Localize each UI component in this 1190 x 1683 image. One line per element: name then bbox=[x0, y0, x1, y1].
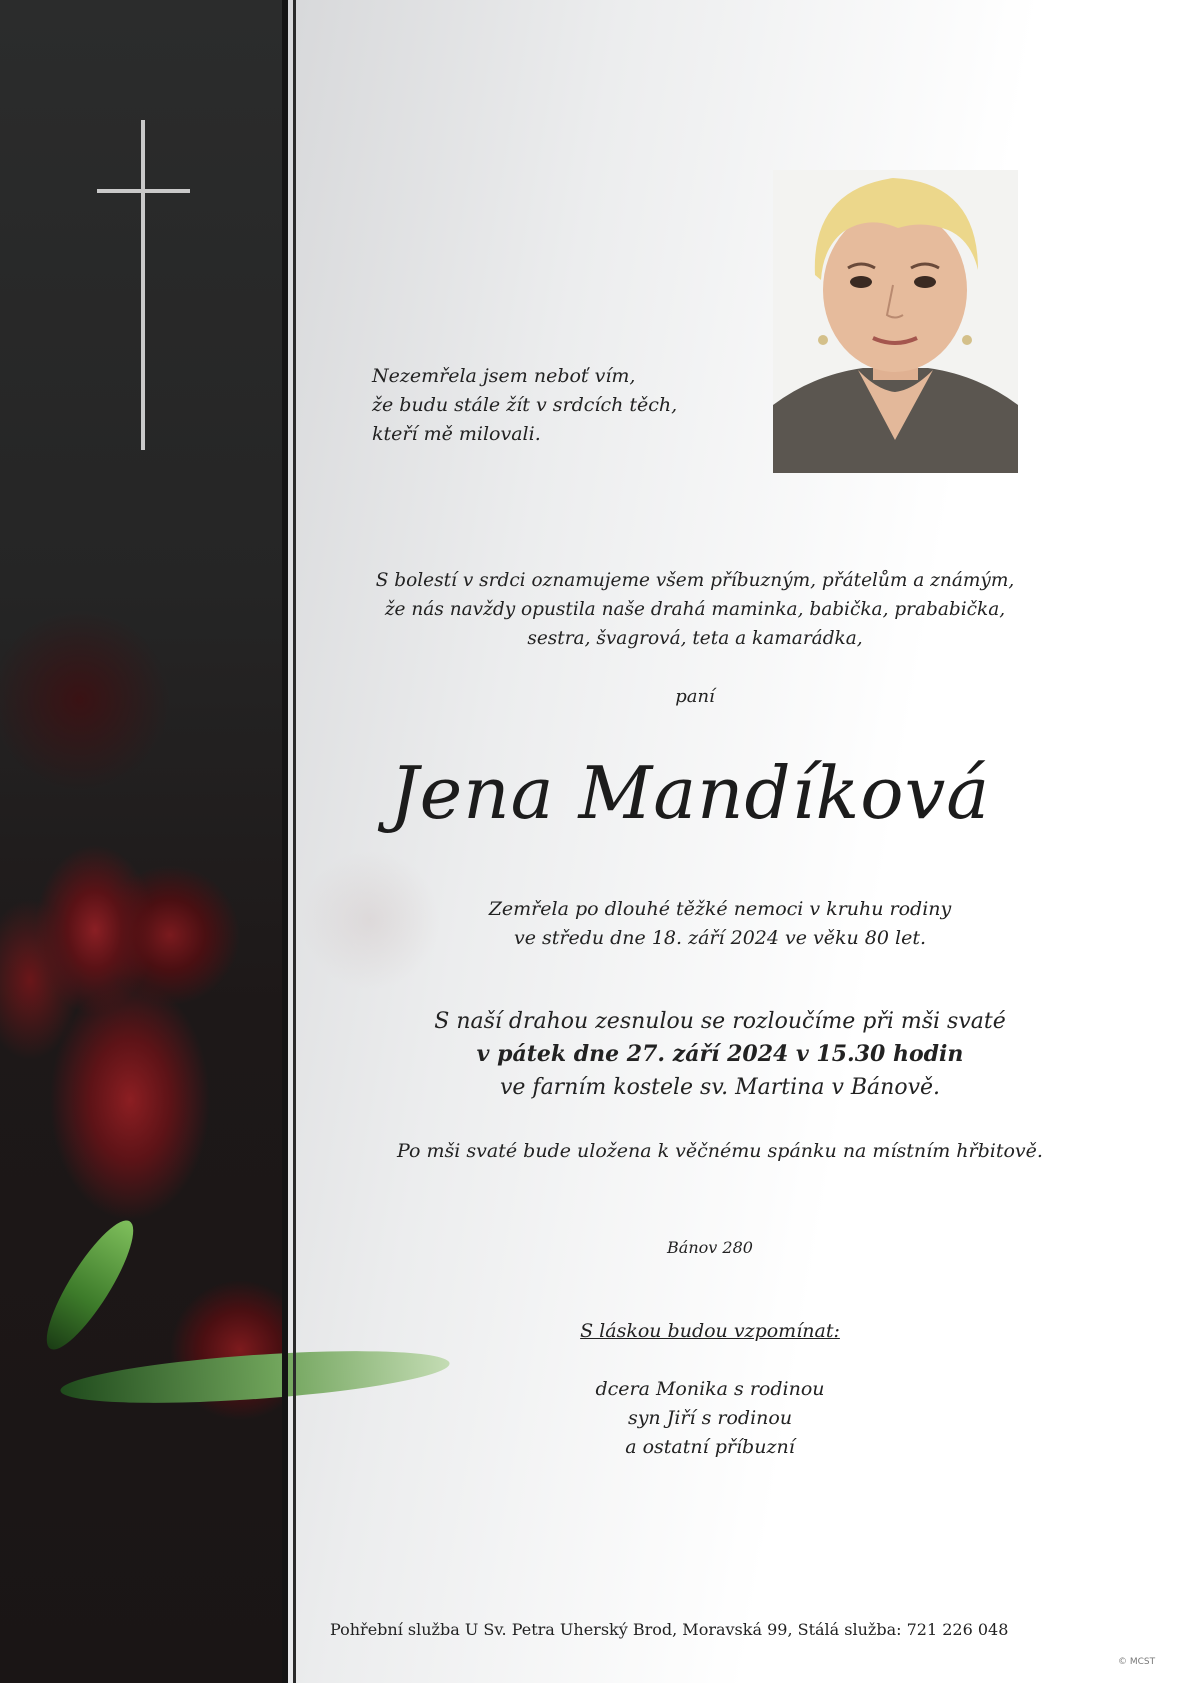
funeral-location: ve farním kostele sv. Martina v Bánově. bbox=[499, 1075, 941, 1100]
announcement-text bbox=[300, 566, 1090, 653]
announcement-line: že nás navždy opustila naše drahá maminka, babička, prababička, bbox=[384, 599, 1006, 620]
deceased-photo bbox=[773, 170, 1018, 473]
death-line: Zemřela po dlouhé těžké nemoci v kruhu rodiny bbox=[488, 898, 952, 920]
verse-quote bbox=[372, 362, 677, 449]
funeral-service-footer: Pohřební služba U Sv. Petra Uherský Brod, Moravská 99, Stálá služba: 721 226 048 bbox=[330, 1620, 1009, 1639]
burial-note: Po mši svaté bude uložena k věčnému spánku na místním hřbitově. bbox=[397, 1140, 1043, 1162]
funeral-date: v pátek dne 27. září 2024 v 15.30 hodin bbox=[476, 1041, 964, 1067]
announcement-line: S bolestí v srdci oznamujeme všem příbuzným, přátelům a známým, bbox=[375, 570, 1015, 591]
funeral-details bbox=[330, 1005, 1110, 1104]
announcement-line: sestra, švagrová, teta a kamarádka, bbox=[527, 628, 863, 649]
tulip-decoration-panel bbox=[0, 0, 282, 1683]
verse-line: Nezemřela jsem neboť vím, bbox=[372, 365, 636, 387]
deceased-name: Jena Mandíková bbox=[389, 751, 991, 835]
address: Bánov 280 bbox=[667, 1238, 753, 1257]
copyright-mark: © MCST bbox=[1118, 1657, 1156, 1667]
death-details bbox=[380, 895, 1060, 953]
funeral-line: S naší drahou zesnulou se rozloučíme při mši svaté bbox=[434, 1009, 1006, 1034]
mourners-heading: S láskou budou vzpomínat: bbox=[580, 1320, 840, 1342]
mourner-item: dcera Monika s rodinou bbox=[595, 1378, 825, 1400]
verse-line: že budu stále žít v srdcích těch, bbox=[372, 394, 678, 416]
cross-icon bbox=[141, 120, 145, 450]
mourners-list bbox=[520, 1375, 900, 1462]
cross-icon-bar bbox=[97, 189, 190, 193]
vertical-divider-thin bbox=[293, 0, 296, 1683]
honorific: paní bbox=[675, 686, 715, 707]
mourner-item: a ostatní příbuzní bbox=[625, 1436, 795, 1458]
portrait-image bbox=[773, 170, 1018, 473]
verse-line: kteří mě milovali. bbox=[372, 423, 541, 445]
mourner-item: syn Jiří s rodinou bbox=[627, 1407, 793, 1429]
death-line: ve středu dne 18. září 2024 ve věku 80 let. bbox=[513, 927, 927, 949]
vertical-divider bbox=[282, 0, 288, 1683]
tulip-leaf bbox=[33, 1211, 146, 1359]
